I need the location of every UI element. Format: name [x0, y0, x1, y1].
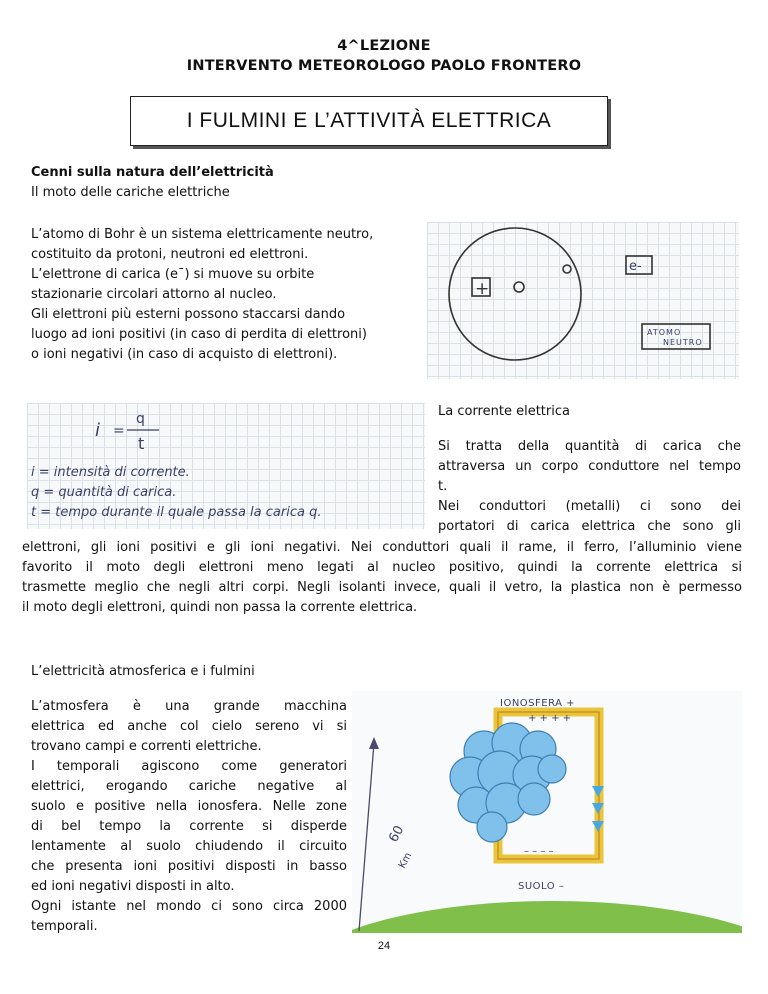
height-unit: Km	[396, 850, 415, 871]
text-line: ed ioni negativi disposti in alto.	[31, 879, 235, 894]
text-line: L’atmosfera è una grande macchina	[31, 699, 347, 714]
text-line: o ioni negativi (in caso di acquisto di elettroni).	[31, 347, 338, 362]
neutral-label-1: ATOMO	[647, 328, 682, 337]
text-line: L’elettrone di carica (e¯) si muove su orbite	[31, 267, 315, 282]
ground-label: SUOLO –	[518, 881, 565, 892]
text-line: di bel tempo la corrente si disperde	[31, 819, 347, 834]
section-heading-current: La corrente elettrica	[438, 404, 570, 419]
text-line: Nei conduttori (metalli) ci sono dei	[438, 499, 741, 514]
formula-numerator: q	[136, 411, 145, 427]
formula-denominator: t	[138, 434, 145, 453]
atmospheric-paragraph	[31, 697, 347, 937]
lesson-number: 4^LEZIONE	[337, 38, 431, 54]
neutral-label-2: NEUTRO	[663, 338, 703, 347]
text-line: Si tratta della quantità di carica che	[438, 439, 741, 454]
cloud-base-charges: – – – –	[524, 846, 554, 857]
text-line: trasmette meglio che negli altri corpi. Negli isolanti invece, quali il vetro, la plastica non è permesso	[22, 580, 742, 595]
height-line	[359, 743, 374, 931]
text-line: il moto degli elettroni, quindi non passa la corrente elettrica.	[22, 600, 418, 615]
current-full-paragraph	[22, 538, 742, 618]
section-heading-atmospheric: L’elettricità atmosferica e i fulmini	[31, 664, 255, 679]
text-line: elettroni, gli ioni positivi e gli ioni negativi. Nei conduttori quali il rame, il ferro, l’alluminio viene	[22, 540, 742, 555]
height-arrow-icon	[369, 737, 379, 749]
height-number: 60	[386, 823, 408, 845]
proton-plus: +	[475, 279, 490, 299]
electron-orbit	[449, 228, 581, 360]
text-line: che presenta ioni positivi disposti in basso	[31, 859, 347, 874]
text-line: stazionarie circolari attorno al nucleo.	[31, 287, 277, 302]
formula-legend-t: t = tempo durante il quale passa la carica q.	[31, 505, 322, 520]
text-line: t.	[438, 479, 448, 494]
atom-sketch	[427, 222, 739, 379]
text-line: trovano campi e correnti elettriche.	[31, 739, 262, 754]
formula-equals: =	[113, 423, 125, 439]
neutron-circle	[514, 282, 524, 292]
text-line: portatori di carica elettrica che sono gli	[438, 519, 741, 534]
formula-lhs: i	[95, 420, 101, 441]
storm-circuit-drawing	[352, 691, 742, 933]
page-number: 24	[377, 940, 391, 952]
text-line: attraversa un corpo conduttore nel tempo	[438, 459, 741, 474]
bohr-paragraph	[31, 225, 426, 365]
lesson-speaker: INTERVENTO METEOROLOGO PAOLO FRONTERO	[186, 58, 582, 74]
text-line: elettrici, erogando cariche negative al	[31, 779, 347, 794]
atom-drawing	[427, 222, 739, 379]
storm-sketch	[352, 691, 742, 933]
ground-hill	[352, 901, 742, 933]
text-line: Gli elettroni più esterni possono staccarsi dando	[31, 307, 346, 322]
electron-circle	[563, 265, 571, 273]
text-line: suolo e positive nella ionosfera. Nelle zone	[31, 799, 347, 814]
text-line: luogo ad ioni positivi (in caso di perdita di elettroni)	[31, 327, 367, 342]
thundercloud	[450, 723, 566, 842]
text-line: I temporali agiscono come generatori	[31, 759, 347, 774]
text-line: costituito da protoni, neutroni ed elettroni.	[31, 247, 309, 262]
current-side-paragraph	[438, 437, 741, 537]
text-line: temporali.	[31, 919, 98, 934]
current-formula-drawing	[27, 403, 425, 529]
formula-legend-q: q = quantità di carica.	[31, 485, 177, 500]
section-heading-nature: Cenni sulla natura dell’elettricità	[31, 165, 274, 180]
page-title: I FULMINI E L’ATTIVITÀ ELETTRICA	[130, 96, 608, 146]
text-line: favorito il moto degli elettroni meno legati al nucleo positivo, quindi la corrente elettrica si	[22, 560, 742, 575]
text-line: elettrica ed anche col cielo sereno vi si	[31, 719, 347, 734]
ionosphere-label: IONOSFERA +	[500, 698, 576, 709]
electron-label: e-	[629, 259, 642, 274]
text-line: L’atomo di Bohr è un sistema elettricamente neutro,	[31, 227, 374, 242]
text-line: Ogni istante nel mondo ci sono circa 2000	[31, 899, 347, 914]
formula-legend-i: i = intensità di corrente.	[31, 465, 190, 480]
section-subheading-charges: Il moto delle cariche elettriche	[31, 185, 230, 200]
text-line: lentamente al suolo chiudendo il circuito	[31, 839, 347, 854]
ionosphere-charges: + + + +	[528, 713, 572, 724]
formula-sketch	[27, 403, 425, 529]
